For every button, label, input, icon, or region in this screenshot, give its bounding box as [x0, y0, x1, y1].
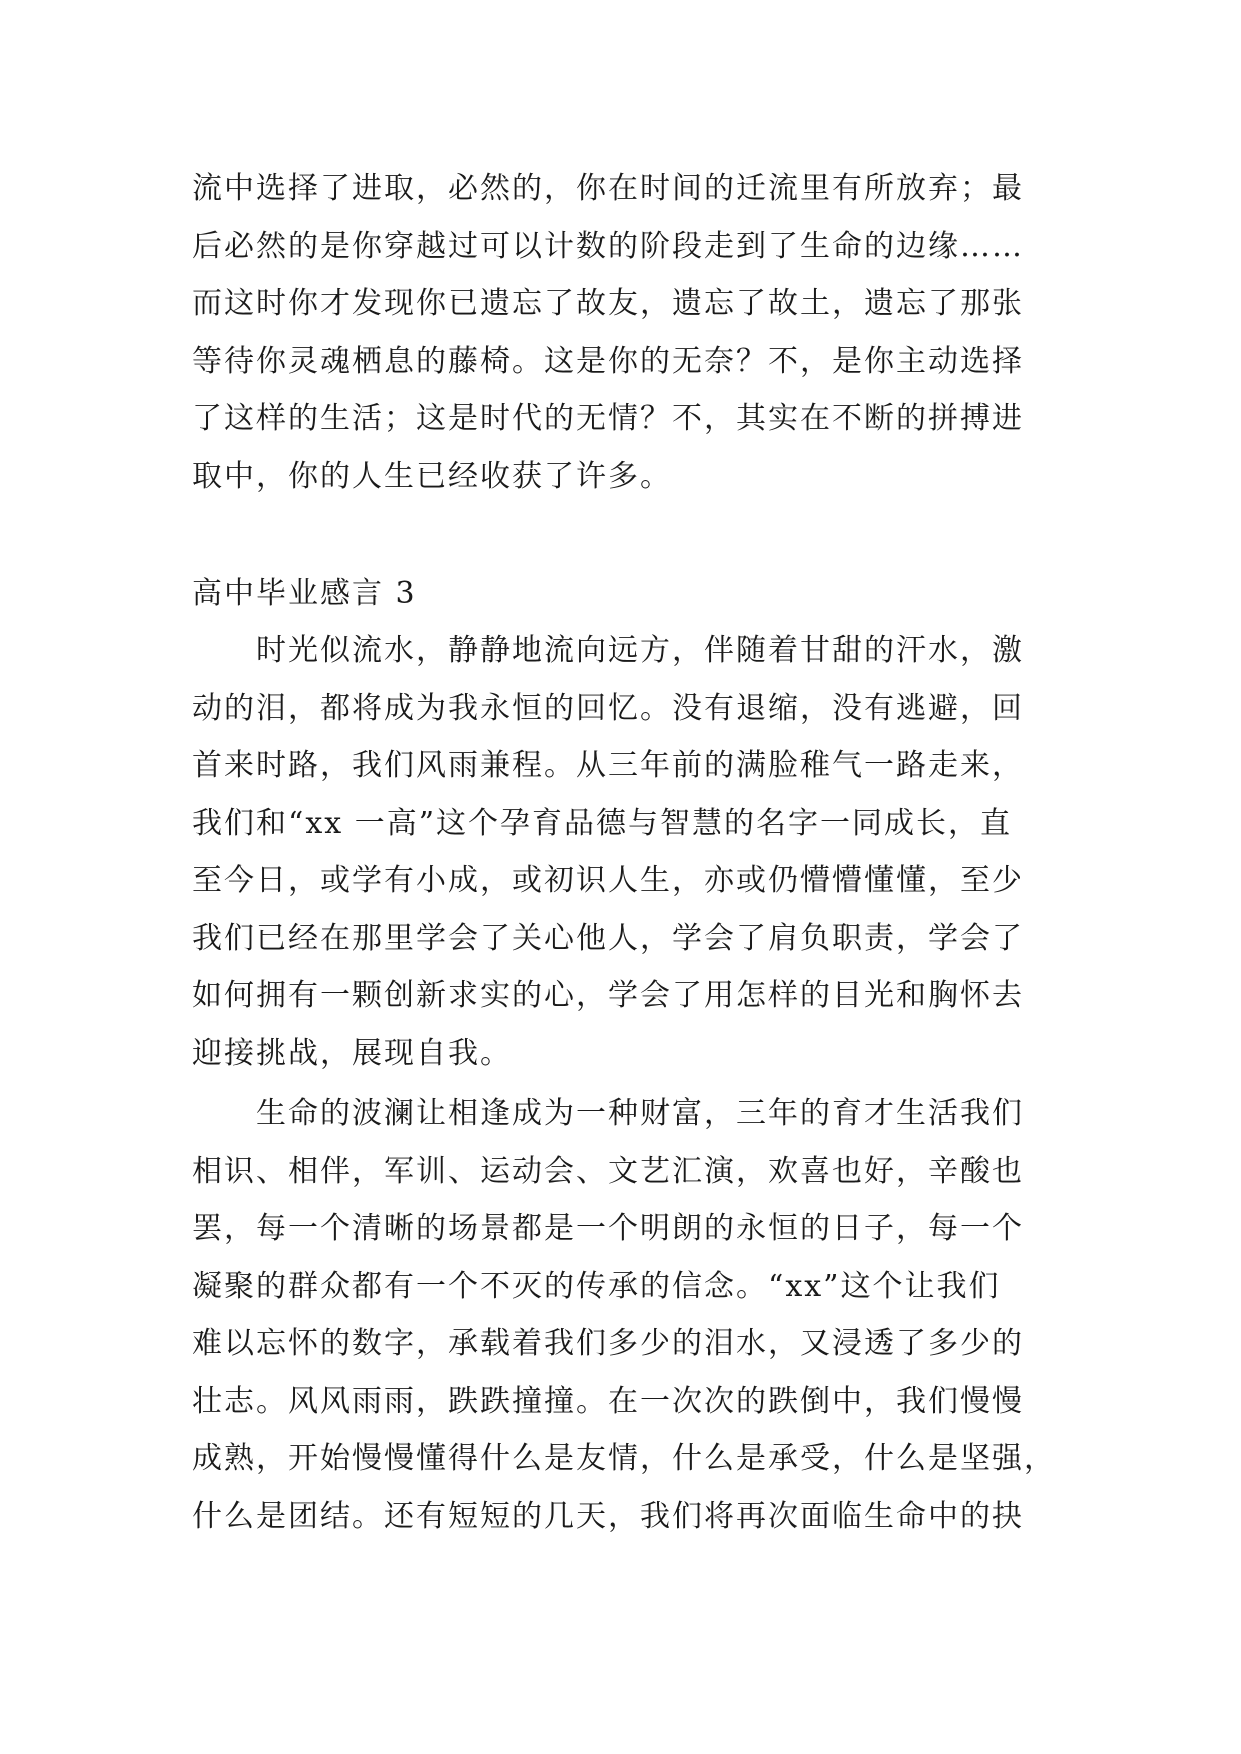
text-line: 壮志。风风雨雨，跌跌撞撞。在一次次的跌倒中，我们慢慢: [192, 1383, 1024, 1419]
text-line: 后必然的是你穿越过可以计数的阶段走到了生命的边缘……: [192, 228, 1024, 264]
text-line: 相识、相伴，军训、运动会、文艺汇演，欢喜也好，辛酸也: [192, 1153, 1024, 1189]
text-line: 如何拥有一颗创新求实的心，学会了用怎样的目光和胸怀去: [192, 978, 1024, 1013]
section-heading-container: [192, 565, 1052, 623]
section-heading: 高中毕业感言 3: [192, 576, 417, 611]
text-line: 我们和“xx 一高”这个孕育品德与智慧的名字一同成长，直: [192, 805, 1013, 841]
text-line: 流中选择了进取，必然的，你在时间的迁流里有所放弃；最: [192, 171, 1024, 206]
text-line: 了这样的生活；这是时代的无情？不，其实在不断的拼搏进: [192, 401, 1024, 436]
text-line: 什么是团结。还有短短的几天，我们将再次面临生命中的抉: [192, 1498, 1024, 1534]
text-line: 至今日，或学有小成，或初识人生，亦或仍懵懵懂懂，至少: [192, 863, 1024, 898]
text-line: 我们已经在那里学会了关心他人，学会了肩负职责，学会了: [192, 920, 1024, 956]
text-line: 凝聚的群众都有一个不灭的传承的信念。“xx”这个让我们: [192, 1268, 1001, 1304]
text-line: 成熟，开始慢慢懂得什么是友情，什么是承受，什么是坚强，: [192, 1441, 1056, 1476]
text-line: 动的泪，都将成为我永恒的回忆。没有退缩，没有逃避，回: [192, 690, 1024, 726]
text-line: 生命的波澜让相逢成为一种财富，三年的育才生活我们: [192, 1096, 1024, 1131]
paragraph-1: [192, 622, 1052, 1082]
text-line: 取中，你的人生已经收获了许多。: [192, 458, 672, 494]
text-line: 时光似流水，静静地流向远方，伴随着甘甜的汗水，激: [192, 633, 1024, 668]
text-line: 迎接挑战，展现自我。: [192, 1035, 512, 1071]
text-line: 而这时你才发现你已遗忘了故友，遗忘了故土，遗忘了那张: [192, 286, 1024, 321]
paragraph-2: [192, 1085, 1056, 1545]
text-line: 首来时路，我们风雨兼程。从三年前的满脸稚气一路走来，: [192, 748, 1024, 783]
text-line: 难以忘怀的数字，承载着我们多少的泪水，又浸透了多少的: [192, 1326, 1024, 1361]
text-line: 罢，每一个清晰的场景都是一个明朗的永恒的日子，每一个: [192, 1211, 1024, 1246]
text-line: 等待你灵魂栖息的藤椅。这是你的无奈？不，是你主动选择: [192, 343, 1024, 379]
continuation-paragraph: [192, 160, 1052, 505]
